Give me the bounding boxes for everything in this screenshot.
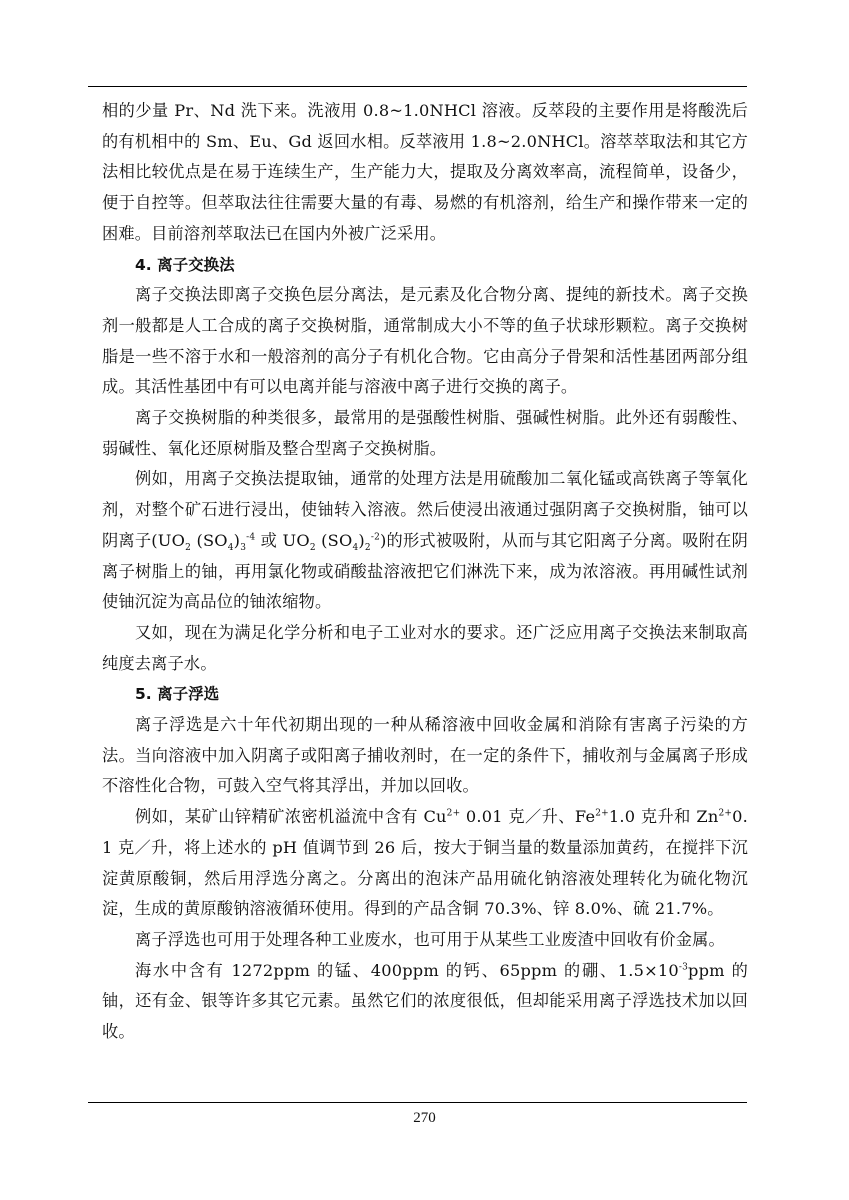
text-run: (SO: [191, 530, 228, 550]
page-number: 270: [413, 1110, 436, 1126]
superscript: 2+: [595, 808, 609, 819]
section-heading-ion-flotation: 5. 离子浮选: [135, 685, 220, 704]
paragraph-wastewater: 离子浮选也可用于处理各种工业废水，也可用于从某些工业废渣中回收有价金属。: [135, 929, 725, 949]
paragraph-seawater: [102, 956, 748, 1048]
section-heading-ion-exchange: 4. 离子交换法: [135, 255, 235, 274]
text-run: 0.01 克／升、Fe: [460, 807, 596, 827]
subscript: 2: [364, 543, 371, 554]
paragraph-ion-flotation-intro: 离子浮选是六十年代初期出现的一种从稀溶液中回收金属和消除有害离子污染的方法。当向溶液中加入阴离子或阳离子捕收剂时，在一定的条件下，捕收剂与金属离子形成不溶性化合物，可鼓入空气将其浮出，并加以回收。: [102, 715, 748, 796]
subscript: 2: [309, 543, 316, 554]
header-rule: [88, 86, 747, 87]
paragraph-solvent-extraction-end: 相的少量 Pr、Nd 洗下来。洗液用 0.8~1.0NHCl 溶液。反萃段的主要作用是将酸洗后的有机相中的 Sm、Eu、Gd 返回水相。反萃液用 1.8~2.0NHCl。溶萃萃取法和其它方法相比较优点是在易于连续生产，生产能力大，提取及分离效率高，流程简单，设备少，便于自控等。但萃取法往往需要大量的有毒、易燃的有机溶剂，给生产和操作带来一定的困难。目前溶剂萃取法已在国内外被广泛采用。: [102, 101, 748, 243]
text-run: ): [233, 530, 241, 550]
subscript: 4: [227, 543, 234, 554]
subscript: 2: [185, 543, 192, 554]
superscript: 2+: [446, 808, 461, 819]
superscript: -2: [370, 532, 380, 543]
text-run: ppm 的铀，还有金、银等许多其它元素。虽然它们的浓度很低，但却能采用离子浮选技术加以回收。: [102, 960, 748, 1042]
paragraph-ion-exchange-intro: 离子交换法即离子交换色层分离法，是元素及化合物分离、提纯的新技术。离子交换剂一般都是人工合成的离子交换树脂，通常制成大小不等的鱼子状球形颗粒。离子交换树脂是一些不溶于水和一般溶剂的高分子有机化合物。它由高分子骨架和活性基团两部分组成。其活性基团中有可以电离并能与溶液中离子进行交换的离子。: [102, 285, 748, 397]
subscript: 4: [352, 543, 359, 554]
text-run: 例如，用离子交换法提取铀，通常的处理方法是用硫酸加二氧化锰或高铁离子等氧化剂，对整个矿石进行浸出，使铀转入溶液。然后使浸出液通过强阴离子交换树脂，铀可以阴离子(UO: [102, 469, 748, 550]
text-run: ): [358, 530, 365, 550]
text-run: (SO: [315, 530, 353, 550]
page-body: [102, 96, 748, 1048]
paragraph-deionized-water: 又如，现在为满足化学分析和电子工业对水的要求。还广泛应用离子交换法来制取高纯度去离子水。: [102, 622, 748, 673]
text-run: 海水中含有 1272ppm 的锰、400ppm 的钙、65ppm 的硼、1.5×10: [135, 960, 679, 980]
footer-rule: [88, 1102, 747, 1103]
text-run: 例如，某矿山锌精矿浓密机溢流中含有 Cu: [135, 807, 447, 827]
subscript: 3: [240, 543, 247, 554]
text-run: 1.0 克升和 Zn: [608, 807, 719, 827]
superscript: -4: [246, 532, 256, 543]
paragraph-resin-types: 离子交换树脂的种类很多，最常用的是强酸性树脂、强碱性树脂。此外还有弱酸性、弱碱性、氧化还原树脂及整合型离子交换树脂。: [102, 408, 748, 458]
text-run: 或 UO: [255, 530, 310, 550]
text-run: 0.1 克／升，将上述水的 pH 值调节到 26 后，按大于铜当量的数量添加黄药，在搅拌下沉淀黄原酸铜，然后用浮选分离之。分离出的泡沫产品用硫化钠溶液处理转化为硫化物沉淀，生成的黄原酸钠溶液循环使用。得到的产品含铜 70.3%、锌 8.0%、硫 21.7%。: [102, 807, 748, 919]
paragraph-zinc-mine-example: [102, 802, 748, 925]
superscript: -3: [678, 962, 689, 973]
text-run: )的形式被吸附，从而与其它阳离子分离。吸附在阴离子树脂上的铀，再用氯化物或硝酸盐溶液把它们淋洗下来，成为浓溶液。再用碱性试剂使铀沉淀为高品位的铀浓缩物。: [102, 530, 748, 612]
superscript: 2+: [718, 808, 733, 819]
paragraph-uranium-example: [102, 464, 748, 618]
